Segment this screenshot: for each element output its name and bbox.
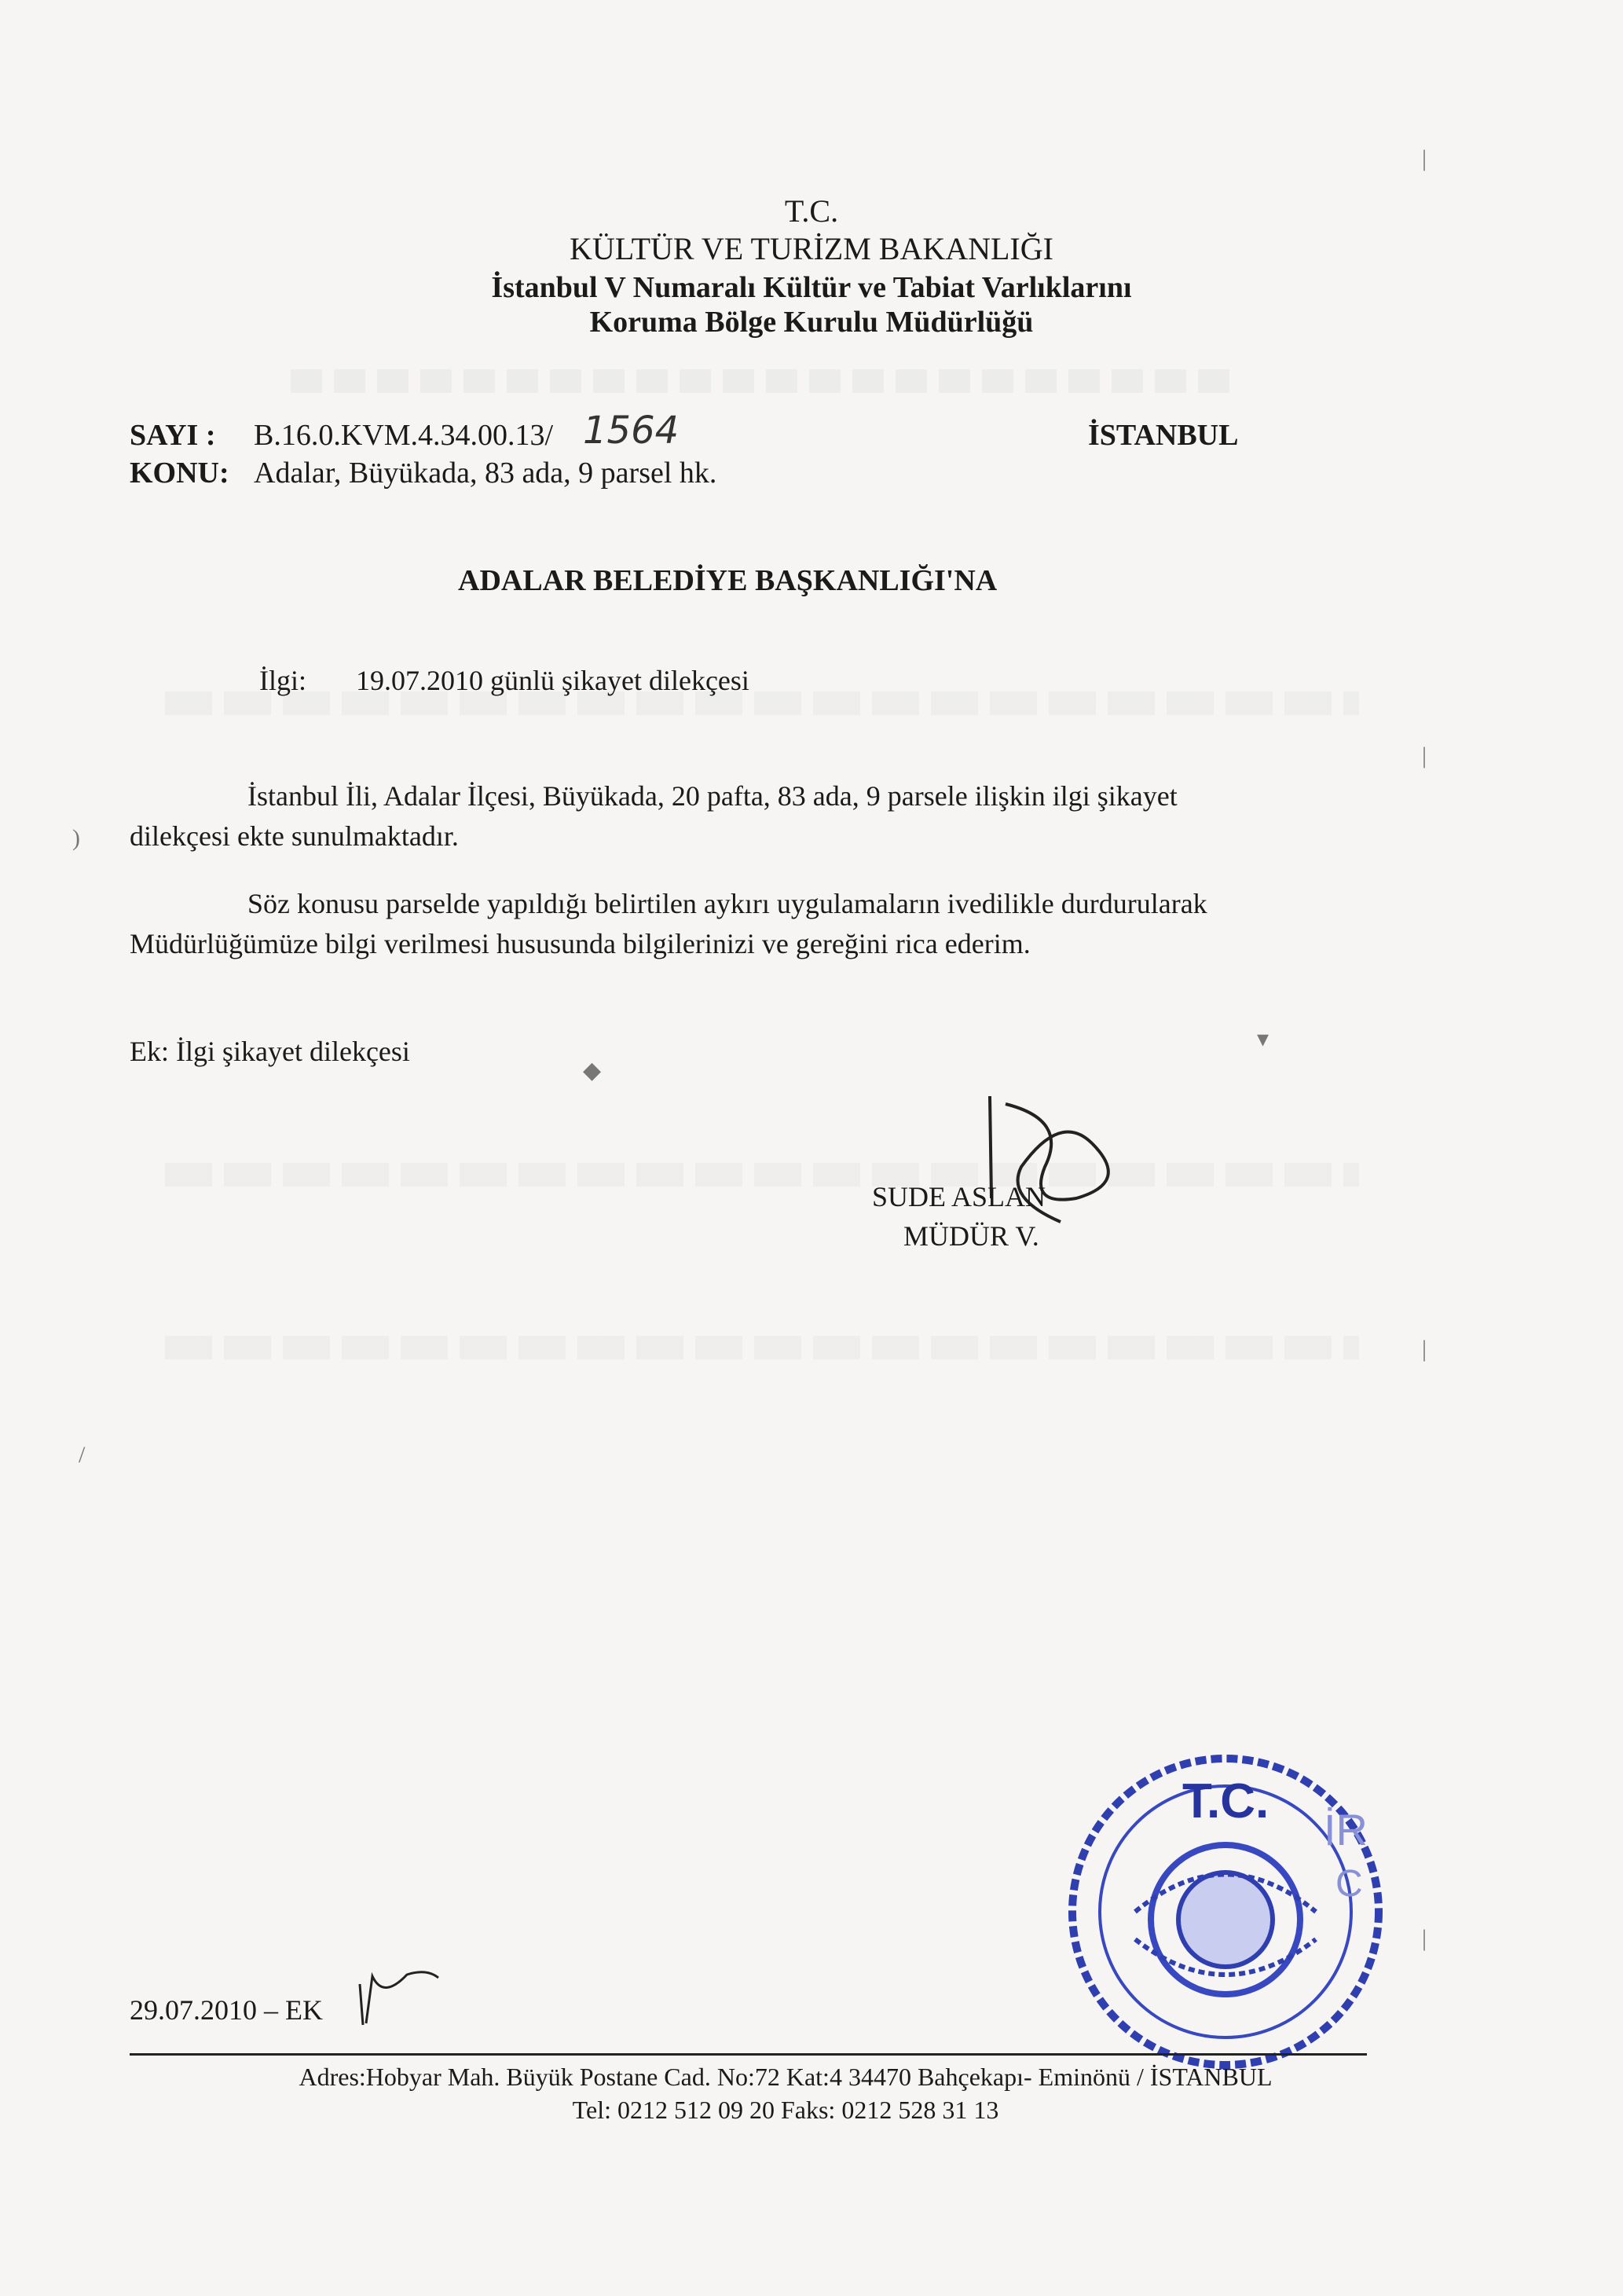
scan-mark: / bbox=[79, 1442, 86, 1468]
ink-dot: ▾ bbox=[1257, 1026, 1269, 1052]
date-note: 29.07.2010 – EK bbox=[130, 1994, 323, 2026]
show-through-text bbox=[165, 1163, 1359, 1187]
letterhead-directorate: Koruma Bölge Kurulu Müdürlüğü bbox=[589, 306, 1034, 339]
ilgi-label: İlgi: bbox=[259, 665, 306, 696]
konu-label: KONU: bbox=[130, 457, 229, 490]
initials-scribble bbox=[352, 1968, 446, 2031]
scan-mark: | bbox=[1422, 743, 1427, 768]
show-through-text bbox=[165, 691, 1359, 715]
show-through-text bbox=[165, 1336, 1359, 1359]
paragraph-2-line-2: Müdürlüğümüze bilgi verilmesi hususunda bilgilerinizi ve gereğini rica ederim. bbox=[130, 928, 1031, 959]
scan-mark: ) bbox=[72, 825, 80, 851]
footer-address: Adres:Hobyar Mah. Büyük Postane Cad. No:72 Kat:4 34470 Bahçekapı- Eminönü / İSTANBUL bbox=[299, 2063, 1273, 2091]
footer-divider bbox=[130, 2053, 1367, 2056]
signatory-name: SUDE ASLAN bbox=[872, 1181, 1046, 1212]
signatory-title: MÜDÜR V. bbox=[903, 1220, 1039, 1252]
svg-text:C: C bbox=[1335, 1863, 1363, 1905]
paragraph-2-line-1: Söz konusu parselde yapıldığı belirtilen aykırı uygulamaların ivedilikle durdurularak bbox=[247, 888, 1207, 919]
sayi-handwritten: 1564 bbox=[583, 409, 680, 453]
scan-mark: | bbox=[1422, 1925, 1427, 1951]
scan-mark: | bbox=[1422, 145, 1427, 171]
paragraph-1-line-1: İstanbul İli, Adalar İlçesi, Büyükada, 20 pafta, 83 ada, 9 parsele ilişkin ilgi şikayet bbox=[247, 780, 1178, 812]
letterhead-board: İstanbul V Numaralı Kültür ve Tabiat Varlıklarını bbox=[491, 271, 1132, 304]
paragraph-1-line-2: dilekçesi ekte sunulmaktadır. bbox=[130, 820, 459, 852]
konu-value: Adalar, Büyükada, 83 ada, 9 parsel hk. bbox=[254, 457, 717, 490]
ink-dot: ◆ bbox=[583, 1058, 602, 1084]
attachment-line: Ek: İlgi şikayet dilekçesi bbox=[130, 1036, 410, 1067]
svg-text:İR: İR bbox=[1324, 1805, 1368, 1854]
ilgi-value: 19.07.2010 günlü şikayet dilekçesi bbox=[356, 665, 749, 696]
recipient: ADALAR BELEDİYE BAŞKANLIĞI'NA bbox=[458, 564, 998, 597]
official-seal-stamp bbox=[1064, 1743, 1402, 2081]
sayi-value: B.16.0.KVM.4.34.00.13/ bbox=[254, 419, 554, 452]
footer-phone: Tel: 0212 512 09 20 Faks: 0212 528 31 13 bbox=[572, 2096, 999, 2124]
city-label: İSTANBUL bbox=[1088, 419, 1239, 452]
scan-mark: | bbox=[1422, 1336, 1427, 1362]
show-through-text bbox=[291, 369, 1233, 393]
sayi-label: SAYI : bbox=[130, 419, 216, 452]
svg-text:T.C.: T.C. bbox=[1182, 1774, 1269, 1828]
letterhead-tc: T.C. bbox=[784, 193, 839, 229]
letterhead-ministry: KÜLTÜR VE TURİZM BAKANLIĞI bbox=[570, 231, 1053, 266]
